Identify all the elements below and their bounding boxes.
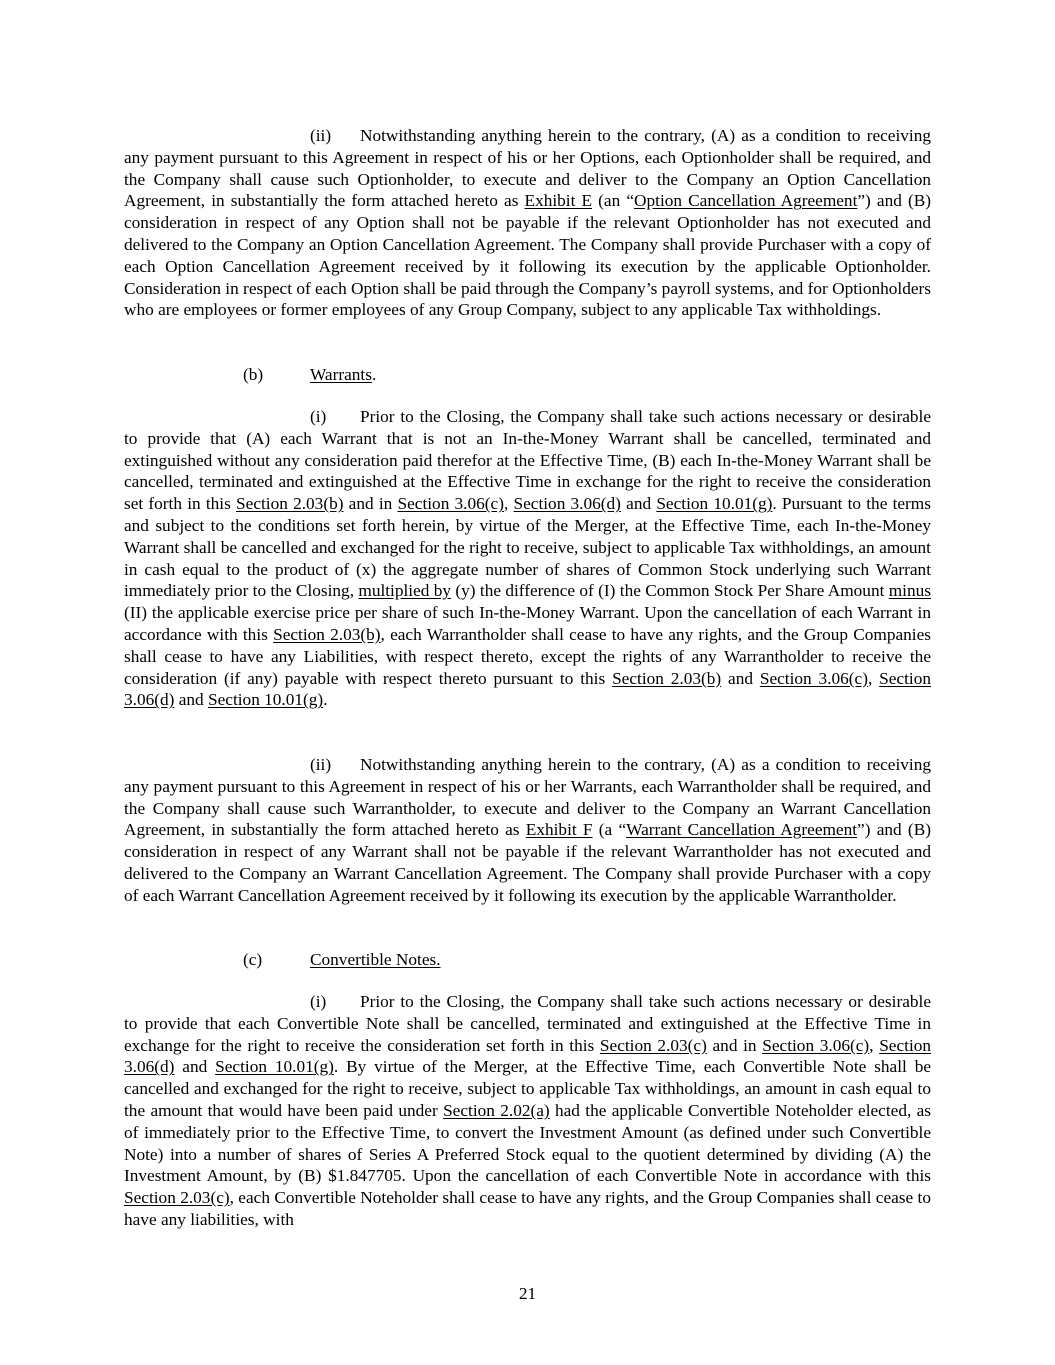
section-reference: Section 2.03(b) <box>236 494 344 514</box>
exhibit-reference: Exhibit F <box>525 820 593 840</box>
clause-number: (ii) <box>310 755 332 774</box>
defined-term: Option Cancellation Agreement <box>634 191 858 211</box>
section-reference: Section 2.03(b) <box>612 668 722 688</box>
paragraph-option-cancellation: (ii) Notwithstanding anything herein to the contrary, (A) as a condition to receiving any payment pursuant to this Agreement in respect of his or her Options, each Optionholder shall be required, and the Company shall cause such Optionholder, to execute and deliver to the Company an Option Cancellation Agreement, in substantially the form attached hereto as Exhibit E (an “Option Cancellation Agreement”) and (B) consideration in respect of any Option shall not be payable if the relevant Optionholder has not executed and delivered to the Company an Option Cancellation Agreement. The Company shall provide Purchaser with a copy of each Option Cancellation Agreement received by it following its execution by the applicable Optionholder. Consideration in respect of each Option shall be paid through the Company’s payroll systems, and for Optionholders who are employees or former employees of any Group Company, subject to any applicable Tax withholdings. <box>124 126 931 320</box>
emphasis-term: multiplied by <box>358 581 452 601</box>
paragraph-warrant-cancellation: (ii) Notwithstanding anything herein to the contrary, (A) as a condition to receiving any payment pursuant to this Agreement in respect of his or her Warrants, each Warrantholder shall be required, and the Company shall cause such Warrantholder, to execute and deliver to the Company an Warrant Cancellation Agreement, in substantially the form attached hereto as Exhibit F (a “Warrant Cancellation Agreement”) and (B) consideration in respect of any Warrant shall not be payable if the relevant Warrantholder has not executed and delivered to the Company an Warrant Cancellation Agreement. The Company shall provide Purchaser with a copy of each Warrant Cancellation Agreement received by it following its execution by the applicable Warrantholder. <box>124 755 931 905</box>
defined-term: Warrant Cancellation Agreement <box>626 820 858 840</box>
section-reference: Section 3.06(c) <box>762 1035 870 1055</box>
section-reference: Section 2.03(c) <box>599 1035 707 1055</box>
section-reference: Section 2.02(a) <box>443 1100 550 1120</box>
section-label: (b) <box>243 365 264 384</box>
section-reference: Section 2.03(c) <box>124 1188 230 1208</box>
section-reference: Section 3.06(d) <box>513 494 621 514</box>
section-reference: Section 10.01(g) <box>656 494 773 514</box>
section-reference: Section 3.06(d) <box>124 668 931 710</box>
section-reference: Section 3.06(c) <box>759 668 868 688</box>
emphasis-term: minus <box>888 581 931 601</box>
clause-number: (i) <box>310 992 327 1011</box>
section-title: Warrants <box>310 365 372 384</box>
section-title: Convertible Notes. <box>310 950 441 969</box>
paragraph-convertible-note-treatment: (i) Prior to the Closing, the Company shall take such actions necessary or desirable to provide that each Convertible Note shall be cancelled, terminated and extinguished at the Effective Time in exchange for the right to receive the consideration set forth in this Section 2.03(c) and in Section 3.06(c), Section 3.06(d) and Section 10.01(g). By virtue of the Merger, at the Effective Time, each Convertible Note shall be cancelled and exchanged for the right to receive, subject to applicable Tax withholdings, an amount in cash equal to the amount that would have been paid under Section 2.02(a) had the applicable Convertible Noteholder elected, as of immediately prior to the Effective Time, to convert the Investment Amount (as defined under such Convertible Note) into a number of shares of Series A Preferred Stock equal to the quotient determined by dividing (A) the Investment Amount, by (B) $1.847705. Upon the cancellation of each Convertible Note in accordance with this Section 2.03(c), each Convertible Noteholder shall cease to have any rights, and the Group Companies shall cease to have any liabilities, with <box>124 992 932 1229</box>
clause-number: (ii) <box>310 126 332 145</box>
exhibit-reference: Exhibit E <box>524 191 593 211</box>
paragraph-warrant-treatment: (i) Prior to the Closing, the Company shall take such actions necessary or desirable to provide that (A) each Warrant that is not an In-the-Money Warrant shall be cancelled, terminated and extinguished without any consideration paid therefor at the Effective Time, (B) each In-the-Money Warrant shall be cancelled, terminated and extinguished at the Effective Time in exchange for the right to receive the consideration set forth in this Section 2.03(b) and in Section 3.06(c), Section 3.06(d) and Section 10.01(g). Pursuant to the terms and subject to the conditions set forth herein, by virtue of the Merger, at the Effective Time, each In-the-Money Warrant shall be cancelled and exchanged for the right to receive, subject to applicable Tax withholdings, an amount in cash equal to the product of (x) the aggregate number of shares of Common Stock underlying such Warrant immediately prior to the Closing, multiplied by (y) the difference of (I) the Common Stock Per Share Amount minus (II) the applicable exercise price per share of such In-the-Money Warrant. Upon the cancellation of each Warrant in accordance with this Section 2.03(b), each Warrantholder shall cease to have any rights, and the Group Companies shall cease to have any Liabilities, with respect thereto, except the rights of any Warrantholder to receive the consideration (if any) payable with respect thereto pursuant to this Section 2.03(b) and Section 3.06(c), Section 3.06(d) and Section 10.01(g). <box>124 407 932 710</box>
section-reference: Section 3.06(d) <box>124 1035 932 1077</box>
section-reference: Section 10.01(g) <box>215 1057 334 1077</box>
section-reference: Section 3.06(c) <box>397 494 504 514</box>
page-number: 21 <box>518 1284 537 1303</box>
section-heading-convertible-notes <box>243 949 441 971</box>
section-label: (c) <box>243 950 263 969</box>
section-reference: Section 2.03(b) <box>273 624 381 644</box>
section-reference: Section 10.01(g) <box>208 690 324 710</box>
section-heading-warrants: (b) Warrants. <box>243 365 377 384</box>
clause-number: (i) <box>310 407 327 426</box>
